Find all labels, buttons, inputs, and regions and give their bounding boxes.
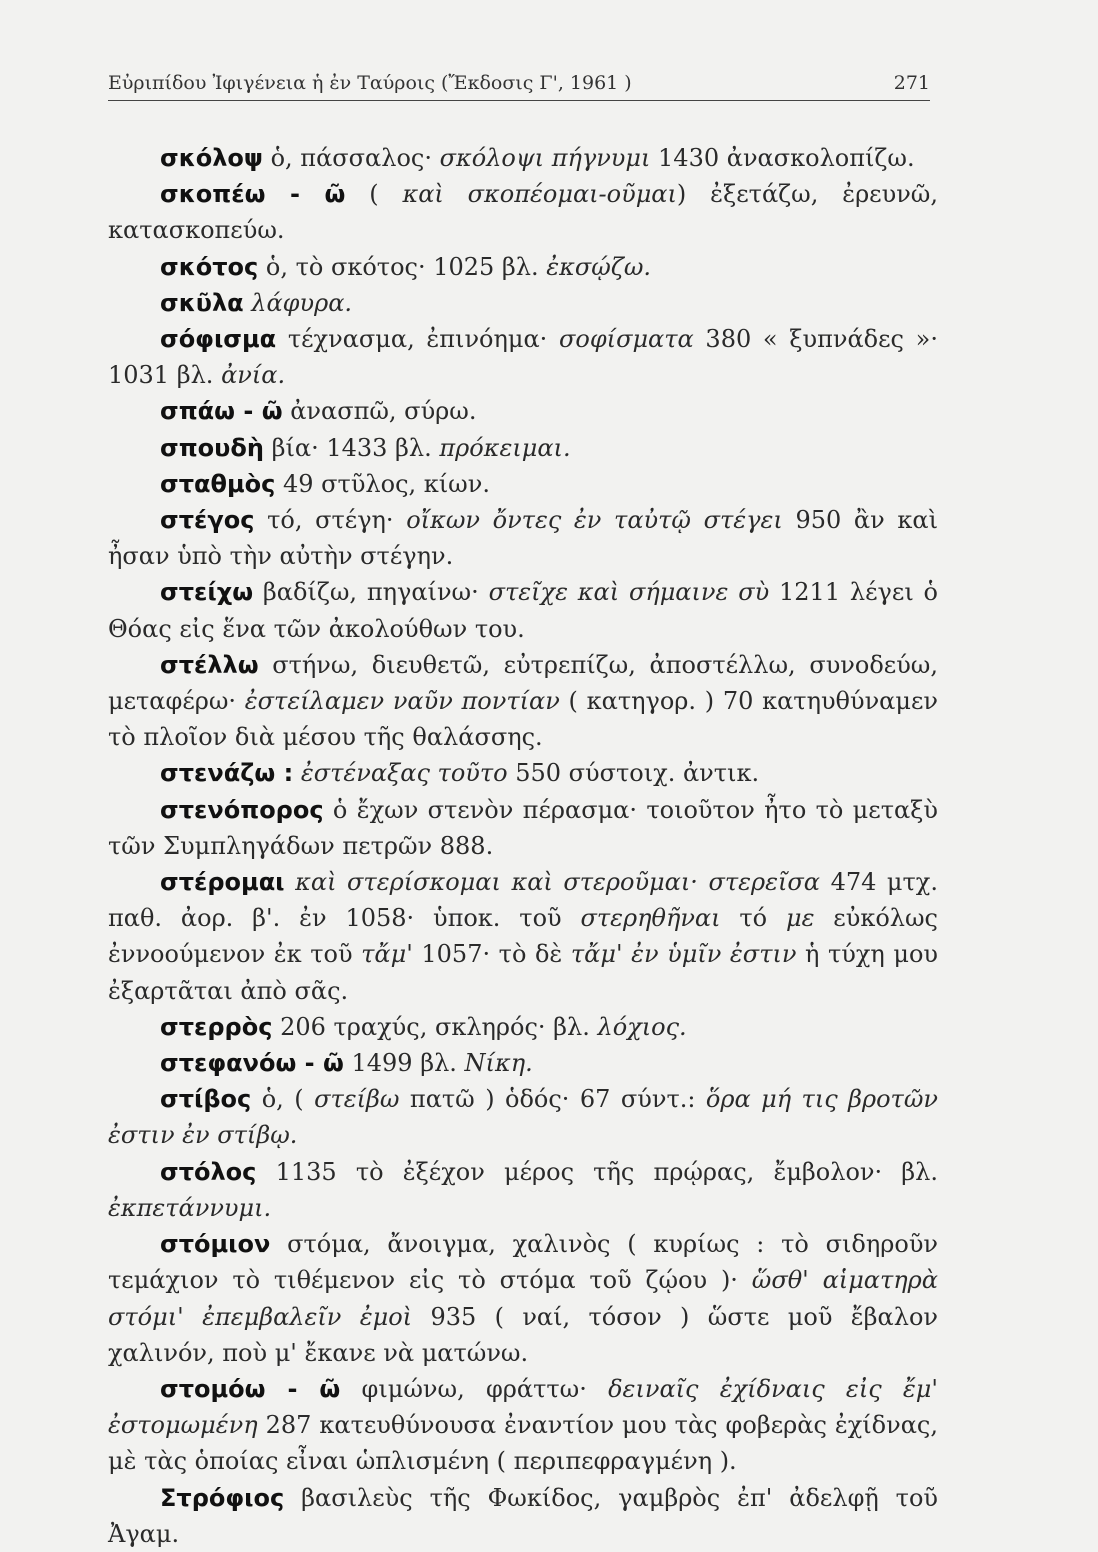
entry-citation: ἐστέναξας τοῦτο — [300, 759, 508, 788]
entry-citation: οἴκων ὄντες ἐν ταὐτῷ στέγει — [406, 506, 783, 535]
entry-definition: 206 τραχύς, σκληρός· βλ. — [272, 1012, 598, 1041]
entry-definition: βασιλεὺς τῆς Φωκίδος, γαμβρὸς ἐπ' ἀδελφῇ τοῦ Ἀγαμ. — [108, 1483, 938, 1548]
glossary-entry — [108, 1480, 938, 1552]
entry-headword: στεφανόω - ῶ — [160, 1049, 344, 1078]
glossary-entry — [108, 249, 938, 285]
glossary-entries — [108, 140, 938, 1552]
entry-citation: πρόκειμαι. — [439, 433, 571, 462]
entry-definition: 474 μτχ. παθ. ἀορ. β'. ἐν 1058· ὑποκ. τοῦ — [108, 868, 938, 933]
entry-citation: σοφίσματα — [559, 325, 694, 354]
entry-definition: τέχνασμα, ἐπινόημα· — [276, 325, 560, 354]
entry-definition: ( κατηγορ. ) 70 κατηυθύναμεν τὸ πλοῖον διὰ μέσου τῆς θαλάσσης. — [108, 687, 939, 752]
entry-definition: βαδίζω, πηγαίνω· — [253, 578, 489, 607]
entry-citation: ἐκπετάννυμι. — [108, 1193, 272, 1222]
entry-definition: πατῶ ) ὁδός· 67 σύντ.: — [399, 1085, 706, 1114]
entry-headword: στίβος — [160, 1085, 252, 1114]
entry-citation: λόχιος. — [597, 1012, 687, 1041]
glossary-entry — [108, 1009, 938, 1045]
glossary-entry — [108, 285, 938, 321]
entry-definition: ( — [345, 180, 403, 209]
entry-citation: ὥσθ' αἱματηρὰ στόμι' ἐπεμβαλεῖν ἐμοὶ — [108, 1266, 938, 1331]
entry-definition — [285, 868, 296, 896]
entry-headword: στομόω - ῶ — [160, 1374, 341, 1403]
entry-definition: 1057· τὸ δὲ — [412, 940, 571, 969]
entry-definition: τό — [720, 904, 786, 933]
running-header — [108, 72, 930, 101]
glossary-entry — [108, 140, 938, 176]
entry-definition: 380 « ξυπνάδες »· 1031 βλ. — [108, 325, 938, 390]
entry-headword: στενάζω : — [160, 759, 294, 788]
entry-definition: 950 ἂν καὶ ἦσαν ὑπὸ τὴν αὐτὴν στέγην. — [108, 506, 939, 571]
entry-citation: δειναῖς ἐχίδναις εἰς ἔμ' ἐστομωμένη — [108, 1374, 938, 1440]
entry-definition: 49 στῦλος, κίων. — [275, 469, 490, 498]
entry-citation: ὅρα μή τις βροτῶν ἐστιν ἐν στίβῳ. — [108, 1085, 938, 1150]
entry-definition: ὁ, τὸ σκότος· 1025 βλ. — [258, 252, 547, 281]
glossary-entry — [108, 1226, 938, 1371]
entry-definition: ὁ ἔχων στενὸν πέρασμα· τοιοῦτον ἦτο τὸ μεταξὺ τῶν Συμπληγάδων πετρῶν 888. — [108, 795, 938, 860]
entry-definition: στήνω, διευθετῶ, εὐτρεπίζω, ἀποστέλλω, συνοδεύω, μεταφέρω· — [108, 650, 938, 716]
glossary-entry — [108, 864, 938, 1009]
entry-citation: στεῖχε καὶ σήμαινε σὺ — [488, 578, 770, 607]
entry-headword: σκοπέω - ῶ — [160, 180, 346, 209]
entry-citation: καὶ στερίσκομαι καὶ στεροῦμαι· στερεῖσα — [295, 868, 820, 897]
glossary-entry — [108, 430, 938, 466]
entry-citation: ἐστείλαμεν ναῦν πoντίαν — [244, 687, 560, 716]
entry-citation: στείβω — [314, 1085, 400, 1114]
entry-headword: στόλος — [160, 1157, 257, 1186]
entry-headword: Στρόφιος — [160, 1483, 285, 1512]
entry-definition: 935 ( ναί, τόσον ) ὥστε μοῦ ἔβαλον χαλινόν, ποὺ μ' ἔκανε νὰ ματώνω. — [108, 1302, 939, 1367]
glossary-entry — [108, 502, 938, 574]
glossary-entry — [108, 1154, 938, 1226]
glossary-entry — [108, 647, 938, 756]
entry-headword: στερρὸς — [160, 1012, 273, 1041]
entry-definition: φιμώνω, φράττω· — [340, 1374, 609, 1403]
entry-definition: στόμα, ἄνοιγμα, χαλινὸς ( κυρίως : τὸ σιδηροῦν τεμάχιον τὸ τιθέμενον εἰς τὸ στόμα τοῦ ζῴου )· — [108, 1230, 938, 1295]
entry-citation: καὶ σκοπέομαι-οῦμαι — [402, 180, 677, 209]
entry-definition: 1135 τὸ ἐξέχον μέρος τῆς πρῴρας, ἔμβολον· βλ. — [256, 1157, 938, 1186]
entry-headword: στόμιον — [160, 1230, 271, 1259]
entry-citation: τἄμ' ἐν ὑμῖν ἐστιν — [570, 940, 797, 969]
glossary-entry — [108, 321, 938, 393]
entry-headword: στέρομαι — [160, 868, 285, 897]
entry-headword: στενόπορος — [160, 795, 324, 824]
entry-citation: σκόλοψι πήγνυμι — [439, 144, 651, 172]
entry-definition: 287 κατευθύνουσα ἐναντίον μου τὰς φοβερὰς ἐχίδνας, μὲ τὰς ὁποίας εἶναι ὡπλισμένη ( περιπεφραγμένη ). — [108, 1411, 938, 1476]
glossary-entry — [108, 393, 938, 429]
entry-definition: ἡ τύχη μου ἐξαρτᾶται ἀπὸ σᾶς. — [108, 940, 938, 1005]
entry-definition — [293, 759, 301, 787]
entry-definition: ἀνασπῶ, σύρω. — [282, 397, 477, 426]
entry-citation: τἄμ' — [361, 940, 413, 969]
entry-definition: ὁ, πάσσαλος· — [262, 144, 440, 172]
entry-definition: 550 σύστοιχ. ἀντικ. — [507, 759, 760, 788]
entry-definition: τό, στέγη· — [254, 506, 407, 535]
glossary-entry — [108, 466, 938, 502]
entry-citation: στερηθῆναι — [580, 904, 721, 933]
entry-headword: σταθμὸς — [160, 469, 276, 498]
glossary-entry — [108, 176, 938, 248]
entry-headword: σκῦλα — [160, 288, 244, 317]
glossary-entry — [108, 1371, 938, 1480]
glossary-entry — [108, 574, 938, 646]
entry-headword: σκότος — [160, 252, 259, 281]
entry-headword: σπάω - ῶ — [160, 397, 283, 426]
entry-definition: ) ἐξετάζω, ἐρευνῶ, κατασκοπεύω. — [108, 180, 938, 245]
entry-headword: στέλλω — [160, 650, 259, 679]
entry-headword: σπουδὴ — [160, 433, 264, 462]
entry-definition: ὁ, ( — [251, 1085, 315, 1114]
entry-citation: Νίκη. — [464, 1049, 533, 1078]
entry-definition: βία· 1433 βλ. — [263, 433, 440, 462]
entry-citation: με — [785, 904, 815, 933]
page-number: 271 — [893, 72, 930, 94]
glossary-entry — [108, 1081, 938, 1153]
entry-definition: 1499 βλ. — [343, 1049, 465, 1078]
entry-citation: ἀνία. — [221, 361, 286, 390]
entry-headword: στείχω — [160, 578, 254, 607]
entry-definition: 1430 ἀνασκολοπίζω. — [650, 144, 915, 172]
glossary-entry — [108, 1045, 938, 1081]
entry-citation: λάφυρα. — [251, 288, 353, 317]
entry-headword: σκόλοψ — [160, 144, 263, 172]
glossary-entry — [108, 792, 938, 864]
running-title: Εὐριπίδου Ἰφιγένεια ἡ ἐν Ταύροις (Ἔκδοσις Γ', 1961 ) — [108, 72, 632, 94]
entry-headword: σόφισμα — [160, 325, 277, 354]
entry-definition: 1211 λέγει ὁ Θόας εἰς ἕνα τῶν ἀκολούθων του. — [108, 578, 939, 643]
entry-citation: ἐκσῴζω. — [546, 252, 652, 281]
entry-headword: στέγος — [160, 506, 255, 535]
entry-definition: εὐκόλως ἐννοούμενον ἐκ τοῦ — [108, 904, 939, 969]
glossary-entry — [108, 755, 938, 791]
